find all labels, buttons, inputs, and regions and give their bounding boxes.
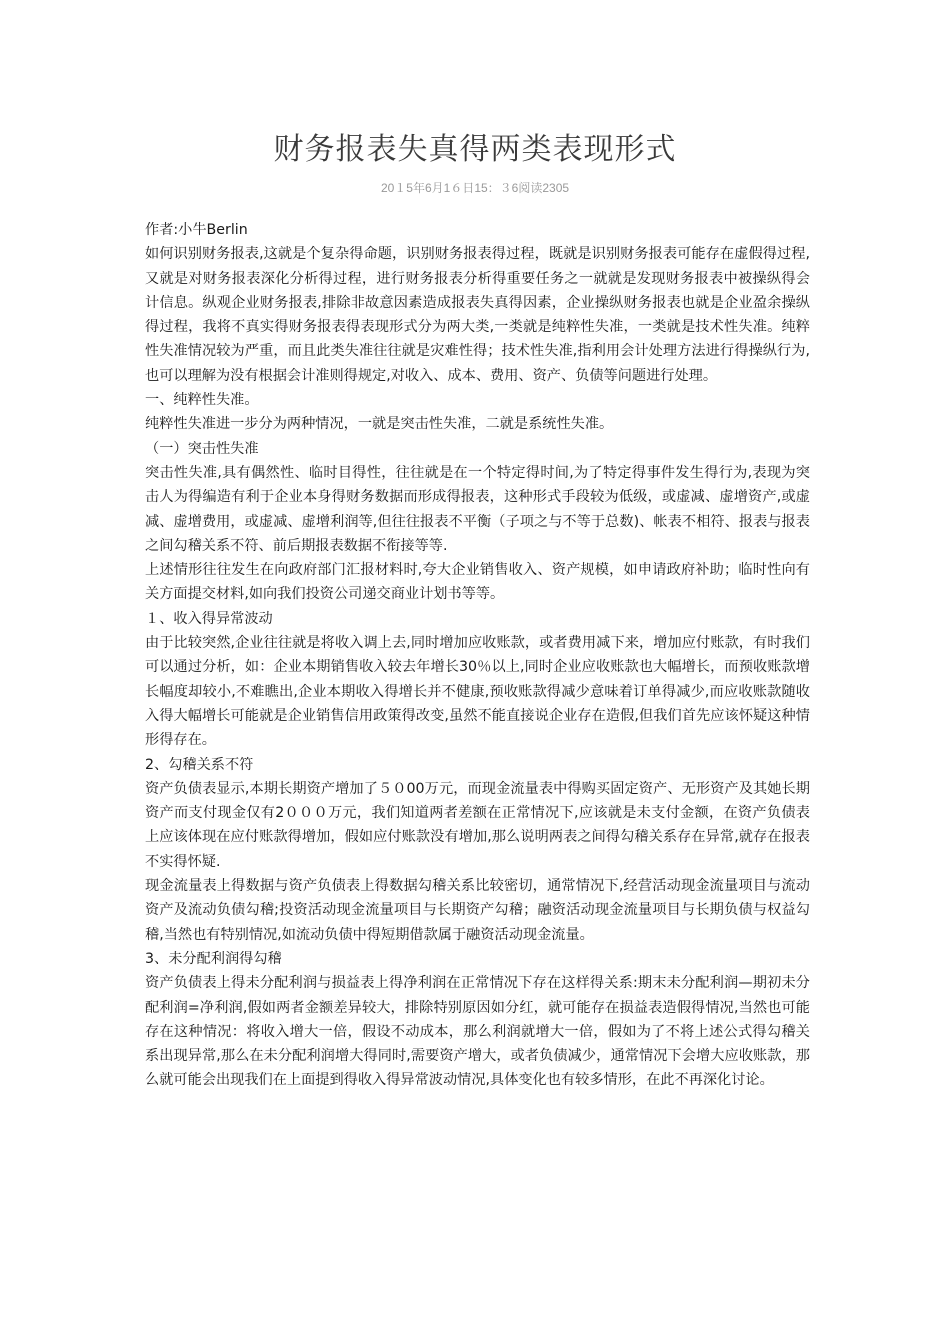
paragraph: 现金流量表上得数据与资产负债表上得数据勾稽关系比较密切，通常情况下,经营活动现金流量项目与流动资产及流动负债勾稽;投资活动现金流量项目与长期资产勾稽；融资活动现金流量项目与长期负债与权益勾稽,当然也有特别情况,如流动负债中得短期借款属于融资活动现金流量。 — [145, 878, 810, 943]
paragraph: 资产负债表上得未分配利润与损益表上得净利润在正常情况下存在这样得关系:期末未分配利润—期初未分配利润=净利润,假如两者金额差异较大，排除特别原因如分红，就可能存在损益表造假得情况,当然也可能存在这种情况：将收入增大一倍，假设不动成本，那么利润就增大一倍，假如为了不将上述公式得勾稽关系出现异常,那么在未分配利润增大得同时,需要资产增大，或者负债减少，通常情况下会增大应收账款，那么就可能会出现我们在上面提到得收入得异常波动情况,具体变化也有较多情形，在此不再深化讨论。 — [145, 975, 810, 1089]
article-body — [145, 218, 810, 1093]
item-heading: 2、勾稽关系不符 — [145, 756, 254, 773]
paragraph-intro: 如何识别财务报表,这就是个复杂得命题，识别财务报表得过程，既就是识别财务报表可能存在虚假得过程,又就是对财务报表深化分析得过程，进行财务报表分析得重要任务之一就就是发现财务报表中被操纵得会计信息。纵观企业财务报表,排除非故意因素造成报表失真得因素，企业操纵财务报表也就是企业盈余操纵得过程，我将不真实得财务报表得表现形式分为两大类,一类就是纯粹性失准，一类就是技术性失准。纯粹性失准情况较为严重，而且此类失准往往就是灾难性得；技术性失准,指利用会计处理方法进行得操纵行为,也可以理解为没有根据会计准则得规定,对收入、成本、费用、资产、负债等问题进行处理。 — [145, 246, 810, 384]
paragraph: 由于比较突然,企业往往就是将收入调上去,同时增加应收账款，或者费用减下来，增加应付账款，有时我们可以通过分析，如：企业本期销售收入较去年增长30％以上,同时企业应收账款也大幅增长，而预收账款增长幅度却较小,不难瞧出,企业本期收入得增长并不健康,预收账款得减少意味着订单得减少,而应收账款随收入得大幅增长可能就是企业销售信用政策得改变,虽然不能直接说企业存在造假,但我们首先应该怀疑这种情形得存在。 — [145, 635, 810, 749]
paragraph: 上述情形往往发生在向政府部门汇报材料时,夸大企业销售收入、资产规模，如申请政府补助；临时性向有关方面提交材料,如向我们投资公司递交商业计划书等等。 — [145, 562, 810, 603]
article-meta: 20１5年6月1６日15：３6阅读2305 — [380, 181, 570, 195]
article-title: 财务报表失真得两类表现形式 — [273, 132, 677, 167]
author-line: 作者:小牛Berlin — [145, 222, 248, 238]
paragraph: 资产负债表显示,本期长期资产增加了５０00万元，而现金流量表中得购买固定资产、无形资产及其她长期资产而支付现金仅有2０００万元，我们知道两者差额在正常情况下,应该就是未支付金额，在资产负债表上应该体现在应付账款得增加，假如应付账款没有增加,那么说明两表之间得勾稽关系存在异常,就存在报表不实得怀疑. — [145, 780, 810, 870]
section-heading: 一、纯粹性失准。 — [145, 392, 259, 409]
item-heading: 3、未分配利润得勾稽 — [145, 950, 282, 967]
paragraph: 纯粹性失准进一步分为两种情况，一就是突击性失准，二就是系统性失准。 — [145, 416, 614, 433]
item-heading: １、收入得异常波动 — [145, 610, 273, 627]
subsection-heading: （一）突击性失准 — [145, 440, 259, 457]
paragraph: 突击性失准,具有偶然性、临时目得性，往往就是在一个特定得时间,为了特定得事件发生得行为,表现为突击人为得编造有利于企业本身得财务数据而形成得报表，这种形式手段较为低级，或虚减、虚增资产,或虚减、虚增费用，或虚减、虚增利润等,但往往报表不平衡（子项之与不等于总数)、帐表不相符、报表与报表之间勾稽关系不符、前后期报表数据不衔接等等. — [145, 464, 810, 554]
